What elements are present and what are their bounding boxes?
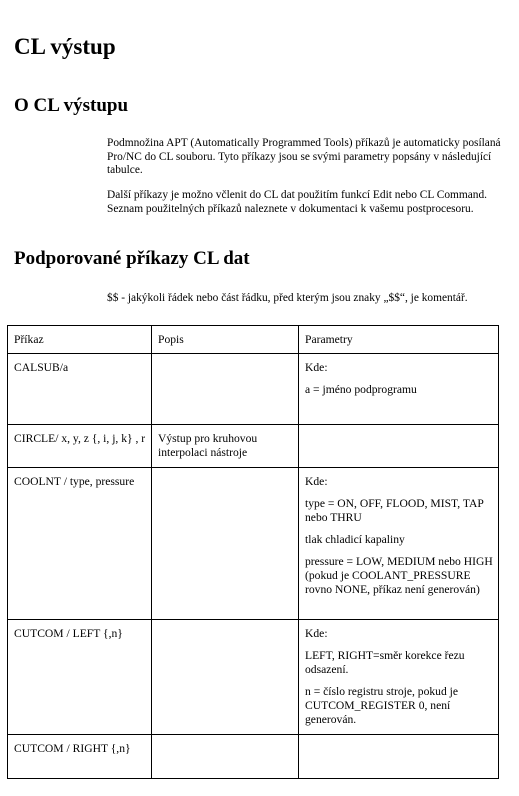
comment-note: $$ - jakýkoli řádek nebo část řádku, před kterým jsou znaky „$$“, je komentář.: [107, 292, 468, 304]
cell-parameters: [299, 735, 499, 779]
param-line: n = číslo registru stroje, pokud je CUTCOM_REGISTER 0, není generován.: [305, 685, 459, 726]
param-line: a = jméno podprogramu: [305, 383, 417, 396]
cell-parameters: [299, 468, 499, 620]
cell-command: CUTCOM / LEFT {,n}: [8, 620, 152, 735]
cell-parameters: [299, 425, 499, 468]
cell-description: [152, 735, 299, 779]
param-line: pressure = LOW, MEDIUM nebo HIGH (pokud je COOLANT_PRESSURE rovno NONE, příkaz není generován): [305, 555, 493, 596]
param-line: Kde:: [305, 361, 328, 374]
cell-command: COOLNT / type, pressure: [8, 468, 152, 620]
section-heading-supported-commands: Podporované příkazy CL dat: [14, 248, 250, 269]
table-header-row: [8, 326, 499, 354]
table-row: [8, 735, 499, 779]
cell-description: [152, 620, 299, 735]
section-heading-about: O CL výstupu: [14, 95, 129, 116]
param-line: LEFT, RIGHT=směr korekce řezu odsazení.: [305, 649, 465, 676]
cell-command: CIRCLE/ x, y, z {, i, j, k} , r: [8, 425, 152, 468]
intro-paragraph: Podmnožina APT (Automatically Programmed Tools) příkazů je automaticky posílaná Pro/NC do CL souboru. Tyto příkazy jsou se svými parametry popsány v následující tabulce.: [107, 137, 501, 176]
commands-table: [7, 325, 499, 779]
param-line: tlak chladicí kapaliny: [305, 533, 405, 546]
table-row: [8, 425, 499, 468]
param-line: Kde:: [305, 627, 328, 640]
param-line: Kde:: [305, 475, 328, 488]
page-title: CL výstup: [14, 34, 116, 59]
cell-description: [152, 354, 299, 425]
cell-parameters: [299, 354, 499, 425]
header-parameters: Parametry: [299, 326, 499, 354]
table-row: [8, 468, 499, 620]
cell-command: CALSUB/a: [8, 354, 152, 425]
table-row: [8, 354, 499, 425]
cell-description: [152, 468, 299, 620]
header-command: Příkaz: [8, 326, 152, 354]
header-description: Popis: [152, 326, 299, 354]
param-line: type = ON, OFF, FLOOD, MIST, TAP nebo THRU: [305, 497, 484, 524]
cell-description: Výstup pro kruhovou interpolaci nástroje: [152, 425, 299, 468]
table-row: [8, 620, 499, 735]
cell-command: CUTCOM / RIGHT {,n}: [8, 735, 152, 779]
cell-parameters: [299, 620, 499, 735]
additional-commands-paragraph: Další příkazy je možno včlenit do CL dat použitím funkcí Edit nebo CL Command. Seznam použitelných příkazů naleznete v dokumentaci k vašemu postprocesoru.: [107, 189, 488, 215]
